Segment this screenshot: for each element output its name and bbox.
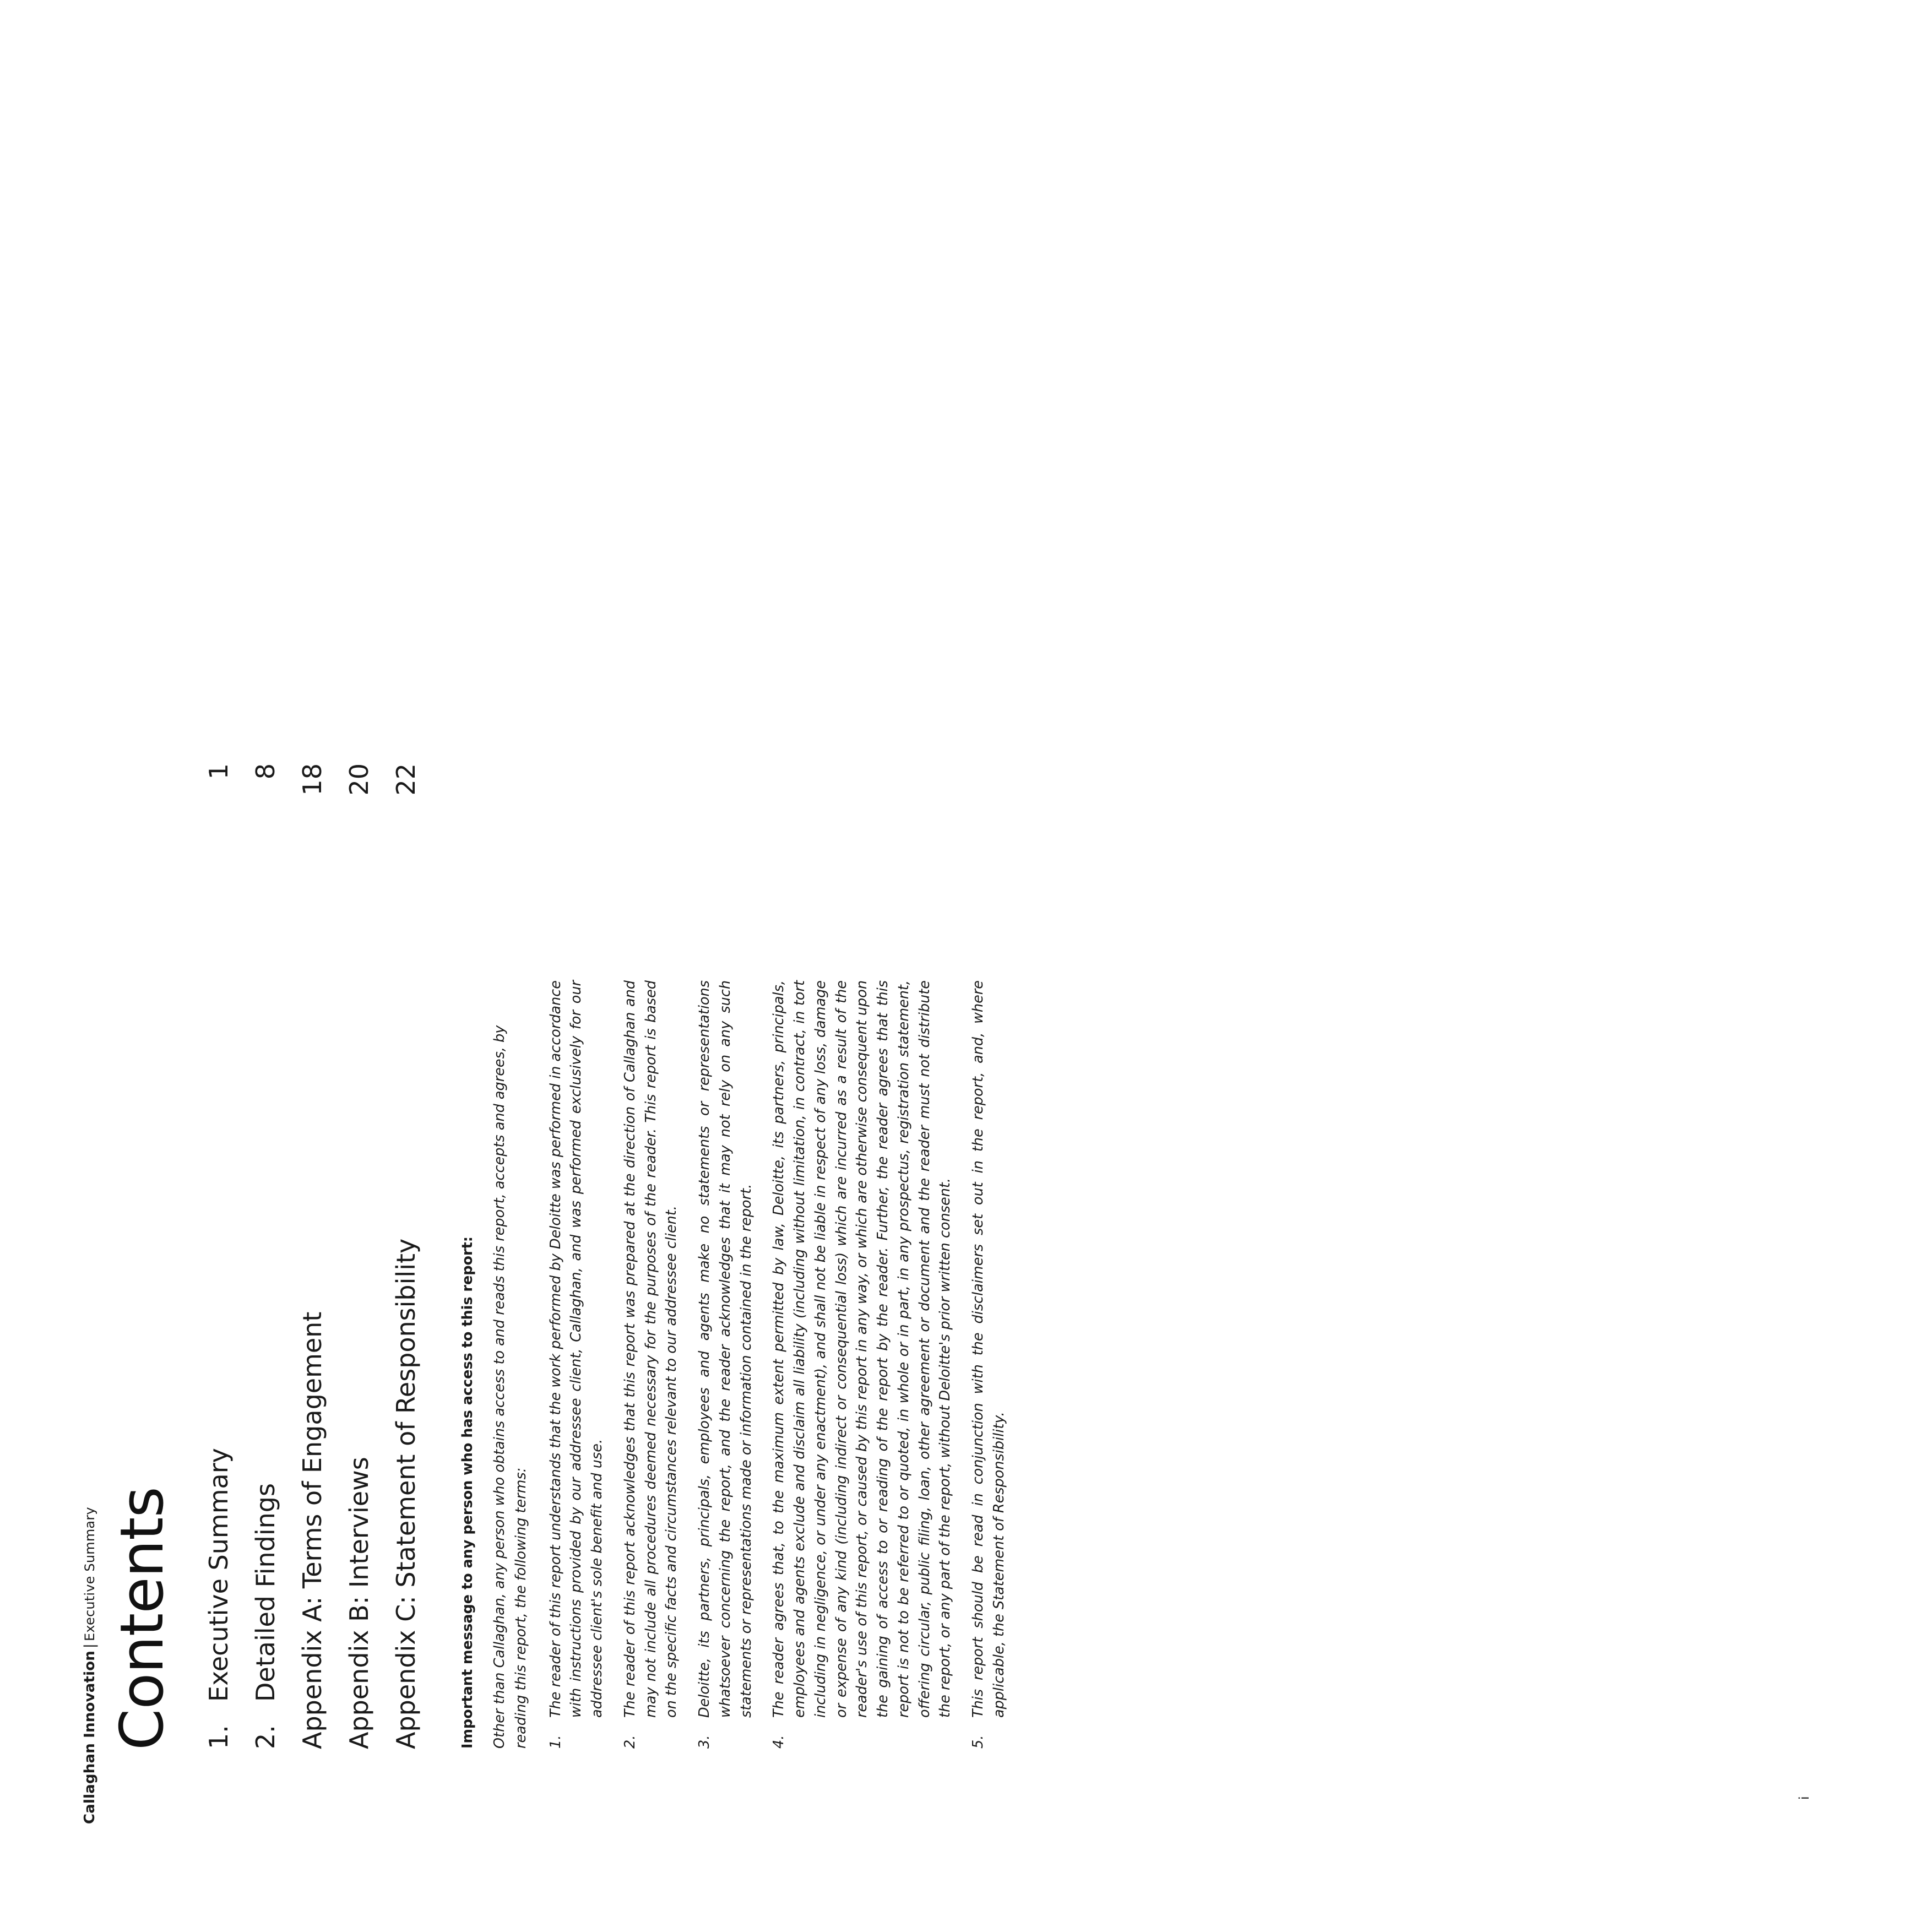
list-item-number: 2.: [621, 1735, 638, 1749]
toc-entry-label: Appendix B: Interviews: [344, 1457, 374, 1749]
list-item-text: The reader of this report acknowledges that this report was prepared at the direction of Callaghan and may not include all procedures deemed necessary for the purposes of the reader. This report is based on the specific facts and circumstances relevant to our addressee client.: [621, 980, 680, 1718]
toc-entry-label: Detailed Findings: [251, 1483, 280, 1702]
list-item-number: 4.: [770, 1735, 788, 1749]
toc-entry-label: Appendix A: Terms of Engagement: [297, 1311, 327, 1749]
toc-entry[interactable]: [204, 763, 234, 1749]
toc-entry[interactable]: [344, 763, 374, 1749]
toc-entry-label: Executive Summary: [204, 1448, 234, 1702]
list-item: [620, 980, 682, 1749]
important-message-heading: Important message to any person who has access to this report:: [459, 1236, 476, 1749]
list-item: [694, 980, 757, 1749]
list-item: [546, 980, 608, 1749]
important-message-list: [546, 980, 1010, 1749]
toc-entry[interactable]: [297, 763, 327, 1749]
page-folio: i: [1797, 1796, 1812, 1800]
page-title: Contents: [108, 1487, 177, 1750]
list-item-text: The reader of this report understands that the work performed by Deloitte was performed in accordance with instructions provided by our addressee client, Callaghan, and was performed exclusively for our addressee client's sole benefit and use.: [547, 980, 606, 1718]
list-item-number: 3.: [696, 1735, 713, 1749]
list-item-text: This report should be read in conjunction with the disclaimers set out in the report, and, where applicable, the Statement of Responsibility.: [969, 980, 1007, 1718]
list-item: [769, 980, 956, 1749]
running-header-section: Executive Summary: [82, 1507, 97, 1642]
list-item-number: 5.: [969, 1735, 986, 1749]
toc-entry-page: 8: [251, 763, 280, 780]
running-header: [82, 1507, 98, 1824]
toc-entry-page: 18: [297, 763, 327, 796]
running-header-separator: |: [82, 1643, 98, 1649]
important-message-lead: Other than Callaghan, any person who obtains access to and reads this report, accepts and agrees, by reading this report, the following terms:: [491, 1025, 529, 1749]
important-message-block: [457, 980, 1022, 1749]
list-item-text: The reader agrees that, to the maximum extent permitted by law, Deloitte, its partners, principals, employees and agents exclude and disclaim all liability (including without limitation, in contract, in tort including in negligence, or under any enactment), and shall not be liable in respect of any loss, damage or expense of any kind (including indirect or consequential loss) which are incurred as a result of the reader's use of this report, or caused by this report in any way, or which are otherwise consequent upon the gaining of access to or reading of the report by the reader. Further, the reader agrees that this report is not to be referred to or quoted, in whole or in part, in any prospectus, registration statement, offering circular, public filing, loan, other agreement or document and the reader must not distribute the report, or any part of the report, without Deloitte's prior written consent.: [770, 980, 954, 1718]
list-item: [968, 980, 1010, 1749]
toc-entry-page: 20: [344, 763, 374, 796]
toc-entry-page: 22: [391, 763, 421, 796]
toc-entry[interactable]: [251, 763, 280, 1749]
list-item-text: Deloitte, its partners, principals, employees and agents make no statements or representations whatsoever concerning the report, and the reader acknowledges that it may not rely on any such statements or representations made or information contained in the report.: [696, 980, 755, 1718]
list-item-number: 1.: [547, 1735, 564, 1749]
running-header-brand: Callaghan Innovation: [82, 1651, 98, 1824]
document-page: [0, 566, 1932, 1932]
table-of-contents: [204, 763, 438, 1749]
toc-entry-label: Appendix C: Statement of Responsibility: [391, 1238, 421, 1749]
toc-entry-number: 1.: [204, 1725, 234, 1749]
toc-entry-number: 2.: [251, 1725, 280, 1749]
rotated-page-wrapper: [0, 566, 1932, 1932]
toc-entry-page: 1: [204, 763, 234, 780]
toc-entry[interactable]: [391, 763, 421, 1749]
